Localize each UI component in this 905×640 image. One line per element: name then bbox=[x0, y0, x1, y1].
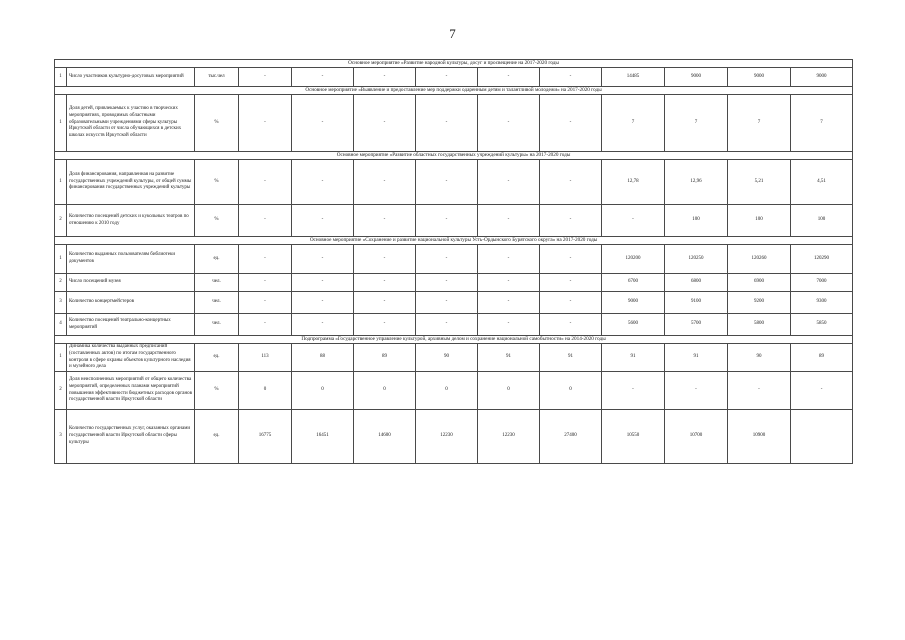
table-row bbox=[55, 410, 853, 464]
unit-cell: ед. bbox=[195, 344, 239, 372]
value-cell: 9300 bbox=[791, 292, 853, 314]
unit-cell: % bbox=[195, 372, 239, 410]
section-title: Подпрограмма «Государственное управление культурой, архивным делом и сохранение национальной самобытности» на 2014-2020 годы bbox=[55, 336, 853, 344]
row-number: 3 bbox=[55, 292, 67, 314]
value-cell: 12,78 bbox=[602, 160, 665, 205]
value-cell: 89 bbox=[354, 344, 416, 372]
value-cell: - bbox=[292, 314, 354, 336]
value-cell: - bbox=[416, 95, 478, 152]
value-cell: 90 bbox=[728, 344, 791, 372]
value-cell: - bbox=[292, 292, 354, 314]
value-cell: - bbox=[540, 245, 602, 274]
indicator-name: Число участников культурно-досуговых мероприятий bbox=[67, 68, 195, 87]
value-cell: 120250 bbox=[665, 245, 728, 274]
value-cell: 10550 bbox=[602, 410, 665, 464]
row-number: 4 bbox=[55, 314, 67, 336]
value-cell: 90 bbox=[416, 344, 478, 372]
row-number: 1 bbox=[55, 95, 67, 152]
value-cell: 9000 bbox=[791, 68, 853, 87]
value-cell: - bbox=[478, 160, 540, 205]
value-cell: - bbox=[239, 314, 292, 336]
indicator-name: Доля финансирования, направленная на развитие государственных учреждений культуры, от общей суммы финансирования государственных учреждений культуры bbox=[67, 160, 195, 205]
value-cell: - bbox=[354, 205, 416, 237]
row-number: 1 bbox=[55, 344, 67, 372]
value-cell: 0 bbox=[540, 372, 602, 410]
value-cell: 100 bbox=[791, 205, 853, 237]
unit-cell: чел. bbox=[195, 314, 239, 336]
value-cell: - bbox=[239, 292, 292, 314]
value-cell: - bbox=[540, 314, 602, 336]
value-cell: - bbox=[416, 245, 478, 274]
value-cell: 100 bbox=[665, 205, 728, 237]
value-cell: - bbox=[239, 274, 292, 292]
indicator-name: Количество посещений театрально-концертных мероприятий bbox=[67, 314, 195, 336]
unit-cell: чел. bbox=[195, 292, 239, 314]
value-cell: 7 bbox=[665, 95, 728, 152]
value-cell: 9000 bbox=[665, 68, 728, 87]
value-cell: - bbox=[478, 245, 540, 274]
value-cell: - bbox=[478, 274, 540, 292]
value-cell: 6700 bbox=[602, 274, 665, 292]
value-cell: 91 bbox=[665, 344, 728, 372]
section-title: Основное мероприятие «Развитие народной культуры, досуг и просвещение на 2017-2020 годы bbox=[55, 60, 853, 68]
value-cell: - bbox=[540, 68, 602, 87]
value-cell: - bbox=[292, 205, 354, 237]
value-cell: - bbox=[540, 292, 602, 314]
value-cell: - bbox=[354, 95, 416, 152]
value-cell: - bbox=[292, 160, 354, 205]
section-header-row bbox=[55, 336, 853, 344]
value-cell: - bbox=[478, 292, 540, 314]
value-cell: 0 bbox=[354, 372, 416, 410]
value-cell: - bbox=[540, 274, 602, 292]
value-cell: 91 bbox=[540, 344, 602, 372]
indicator-name: Количество концертмейстеров bbox=[67, 292, 195, 314]
section-header-row bbox=[55, 152, 853, 160]
value-cell: 88 bbox=[292, 344, 354, 372]
value-cell: 7 bbox=[791, 95, 853, 152]
value-cell: 5700 bbox=[665, 314, 728, 336]
value-cell: 6900 bbox=[728, 274, 791, 292]
row-number: 1 bbox=[55, 245, 67, 274]
value-cell: - bbox=[416, 314, 478, 336]
table-row bbox=[55, 314, 853, 336]
value-cell: 9000 bbox=[602, 292, 665, 314]
value-cell: - bbox=[239, 68, 292, 87]
value-cell: - bbox=[540, 205, 602, 237]
value-cell: - bbox=[416, 68, 478, 87]
value-cell: 6800 bbox=[665, 274, 728, 292]
value-cell: 10700 bbox=[665, 410, 728, 464]
value-cell: - bbox=[354, 292, 416, 314]
value-cell: 9200 bbox=[728, 292, 791, 314]
unit-cell: % bbox=[195, 95, 239, 152]
value-cell: - bbox=[602, 205, 665, 237]
table-row bbox=[55, 344, 853, 372]
value-cell: 12230 bbox=[416, 410, 478, 464]
row-number: 2 bbox=[55, 274, 67, 292]
value-cell: - bbox=[354, 314, 416, 336]
value-cell: - bbox=[354, 245, 416, 274]
section-header-row bbox=[55, 237, 853, 245]
value-cell: - bbox=[354, 68, 416, 87]
value-cell: - bbox=[540, 160, 602, 205]
value-cell: - bbox=[416, 205, 478, 237]
row-number: 3 bbox=[55, 410, 67, 464]
unit-cell: % bbox=[195, 205, 239, 237]
section-title: Основное мероприятие «Выявление и предоставление мер поддержки одаренным детям и талантливой молодежи» на 2017-2020 годы bbox=[55, 87, 853, 95]
value-cell: 4,51 bbox=[791, 160, 853, 205]
value-cell: 0 bbox=[239, 372, 292, 410]
value-cell: - bbox=[416, 274, 478, 292]
section-title: Основное мероприятие «Сохранение и развитие национальной культуры Усть-Ордынского Бурятского округа» на 2017-2020 годы bbox=[55, 237, 853, 245]
value-cell: - bbox=[239, 95, 292, 152]
indicator-name: Количество выданных пользователям библиотеки документов bbox=[67, 245, 195, 274]
indicators-table bbox=[54, 59, 853, 464]
value-cell: - bbox=[665, 372, 728, 410]
table-row bbox=[55, 372, 853, 410]
indicator-name: Доля детей, привлекаемых к участию в творческих мероприятиях, проводимых областными образовательными учреждениями сферы культуры Иркутской области от числа обучающихся в детских школах искусств Иркутской области bbox=[67, 95, 195, 152]
value-cell: - bbox=[602, 372, 665, 410]
value-cell: 9000 bbox=[728, 68, 791, 87]
row-number: 2 bbox=[55, 372, 67, 410]
value-cell: 0 bbox=[292, 372, 354, 410]
value-cell: 7 bbox=[602, 95, 665, 152]
row-number: 2 bbox=[55, 205, 67, 237]
value-cell: 91 bbox=[602, 344, 665, 372]
value-cell: 14485 bbox=[602, 68, 665, 87]
indicator-name: Количество посещений детских и кукольных театров по отношению к 2010 году bbox=[67, 205, 195, 237]
value-cell: - bbox=[354, 160, 416, 205]
value-cell: 7000 bbox=[791, 274, 853, 292]
value-cell: - bbox=[478, 95, 540, 152]
row-number: 1 bbox=[55, 160, 67, 205]
unit-cell: тыс.чел bbox=[195, 68, 239, 87]
section-title: Основное мероприятие «Развитие областных государственных учреждений культуры» на 2017-2020 годы bbox=[55, 152, 853, 160]
value-cell: 27400 bbox=[540, 410, 602, 464]
value-cell: 5,21 bbox=[728, 160, 791, 205]
value-cell: - bbox=[292, 274, 354, 292]
value-cell: - bbox=[728, 372, 791, 410]
indicator-name: Число посещений музея bbox=[67, 274, 195, 292]
table-row bbox=[55, 245, 853, 274]
unit-cell: % bbox=[195, 160, 239, 205]
section-header-row bbox=[55, 60, 853, 68]
unit-cell: чел. bbox=[195, 274, 239, 292]
value-cell: 7 bbox=[728, 95, 791, 152]
table-row bbox=[55, 95, 853, 152]
value-cell: 89 bbox=[791, 344, 853, 372]
value-cell: 120200 bbox=[602, 245, 665, 274]
value-cell: - bbox=[416, 292, 478, 314]
table-row bbox=[55, 274, 853, 292]
value-cell: 120260 bbox=[728, 245, 791, 274]
section-header-row bbox=[55, 87, 853, 95]
value-cell: - bbox=[478, 68, 540, 87]
value-cell: 5800 bbox=[728, 314, 791, 336]
value-cell: 12,96 bbox=[665, 160, 728, 205]
value-cell: 5600 bbox=[602, 314, 665, 336]
value-cell: 10900 bbox=[728, 410, 791, 464]
indicator-name: Динамика количества выданных предписаний (составленных актов) по итогам государственного контроля в сфере охраны объектов культурного наследия и музейного дела bbox=[67, 344, 195, 372]
indicator-name: Доля неисполненных мероприятий от общего количества мероприятий, определенных планами мероприятий повышения эффективности бюджетных расходов органов государственной власти Иркутской области bbox=[67, 372, 195, 410]
row-number: 1 bbox=[55, 68, 67, 87]
value-cell: 0 bbox=[416, 372, 478, 410]
value-cell: 9100 bbox=[665, 292, 728, 314]
indicator-name: Количество государственных услуг, оказанных органами государственной власти Иркутской области сферы культуры bbox=[67, 410, 195, 464]
value-cell bbox=[791, 410, 853, 464]
value-cell: 16451 bbox=[292, 410, 354, 464]
table-row bbox=[55, 68, 853, 87]
value-cell: 14600 bbox=[354, 410, 416, 464]
value-cell: - bbox=[292, 68, 354, 87]
value-cell: 5850 bbox=[791, 314, 853, 336]
value-cell: 120290 bbox=[791, 245, 853, 274]
value-cell: - bbox=[540, 95, 602, 152]
value-cell: - bbox=[239, 205, 292, 237]
value-cell: - bbox=[239, 160, 292, 205]
value-cell: - bbox=[478, 205, 540, 237]
value-cell: - bbox=[239, 245, 292, 274]
value-cell: - bbox=[791, 372, 853, 410]
table-row bbox=[55, 292, 853, 314]
value-cell: 16775 bbox=[239, 410, 292, 464]
value-cell: 12230 bbox=[478, 410, 540, 464]
value-cell: 113 bbox=[239, 344, 292, 372]
value-cell: 91 bbox=[478, 344, 540, 372]
value-cell: - bbox=[354, 274, 416, 292]
unit-cell: ед. bbox=[195, 410, 239, 464]
value-cell: - bbox=[292, 95, 354, 152]
table-row bbox=[55, 160, 853, 205]
value-cell: 0 bbox=[478, 372, 540, 410]
unit-cell: ед. bbox=[195, 245, 239, 274]
value-cell: 100 bbox=[728, 205, 791, 237]
page-number: 7 bbox=[449, 26, 456, 41]
value-cell: - bbox=[292, 245, 354, 274]
value-cell: - bbox=[416, 160, 478, 205]
table-body bbox=[55, 60, 853, 464]
table-row bbox=[55, 205, 853, 237]
value-cell: - bbox=[478, 314, 540, 336]
